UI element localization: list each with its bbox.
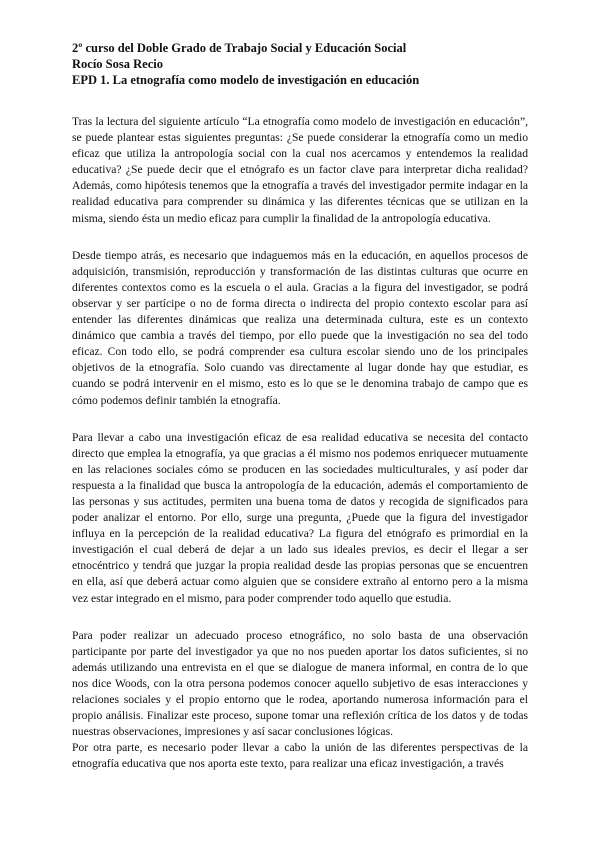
paragraph-5: Por otra parte, es necesario poder llevar a cabo la unión de las diferentes perspectivas de la etnografía educativa que nos aporta este texto, para realizar una eficaz investigación, a través — [72, 741, 528, 771]
paragraph-3: Para llevar a cabo una investigación eficaz de esa realidad educativa se necesita del contacto directo que emplea la etnografía, ya que gracias a él mismo nos podemos enriquecer mutuamente en las relaciones sociales cómo se producen en las sociedades multiculturales, y así poder dar respuesta a la finalidad que busca la antropología de la educación, además el comportamiento de las personas y sus actitudes, permiten una buena toma de datos y recogida de significados para poder analizar el entorno. Por ello, surge una pregunta, ¿Puede que la figura del investigador influya en la percepción de la realidad educativa? La figura del etnógrafo es primordial en la investigación el cual deberá de dejar a un lado sus ideales previos, es decir el llegar a ser etnocéntrico y tendrá que juzgar la propia realidad desde las propias personas que se encuentren en ella, así que deberá actuar como alguien que se considere extraño al entorno pero a la misma vez estar integrado en el mismo, para poder comprender todo aquello que estudia. — [72, 430, 528, 605]
paragraph-4: Para poder realizar un adecuado proceso etnográfico, no solo basta de una observación participante por parte del investigador ya que no nos pueden aportar los datos suficientes, si no además utilizando una entrevista en el que se dialogue de manera informal, en contra de lo que nos dice Woods, con la otra persona podemos conocer aquello subjetivo de esas interacciones y relaciones sociales y el propio entorno que le rodea, aportando numerosa información para el propio análisis. Finalizar este proceso, supone tomar una reflexión crítica de los datos y de todas nuestras observaciones, impresiones y así sacar conclusiones lógicas. — [72, 628, 528, 739]
author-line: Rocío Sosa Recio — [72, 57, 163, 71]
document-title: EPD 1. La etnografía como modelo de investigación en educación — [72, 73, 420, 87]
document-header — [72, 40, 528, 88]
document-body — [72, 114, 528, 772]
paragraph-1: Tras la lectura del siguiente artículo “La etnografía como modelo de investigación en educación”, se puede plantear estas siguientes preguntas: ¿Se puede considerar la etnografía como un medio eficaz que utiliza la antropología social con la cual nos acercamos y entendemos la realidad educativa? ¿Se puede decir que el etnógrafo es un factor clave para interpretar dicha realidad? Además, como hipótesis tenemos que la etnografía a través del investigador permite indagar en la realidad educativa para comprender su dinámica y las diferentes técnicas que se utilizan en la misma, siendo ésta un medio eficaz para cumplir la finalidad de la antropología educativa. — [72, 115, 528, 225]
paragraph-2: Desde tiempo atrás, es necesario que indaguemos más en la educación, en aquellos procesos de adquisición, transmisión, reproducción y transformación de las distintas culturas que ocurre en diferentes contextos como es la escuela o el aula. Gracias a la figura del investigador, se podrá observar y ser partícipe o no de forma directa o indirecta del propio contexto escolar para así entender las diferentes dinámicas que realiza una determinada cultura, este es un contexto dinámico que cambia a través del tiempo, por ello puede que la investigación no sea del todo eficaz. Con todo ello, se podrá comprender esa cultura escolar siendo uno de los principales objetivos de la etnografía. Solo cuando vas directamente al lugar donde hay que estudiar, es cuando se podrá intervenir en el mismo, esto es lo que se le denomina trabajo de campo que es cómo podemos definir también la etnografía. — [72, 248, 528, 407]
course-line: 2º curso del Doble Grado de Trabajo Social y Educación Social — [72, 41, 407, 55]
